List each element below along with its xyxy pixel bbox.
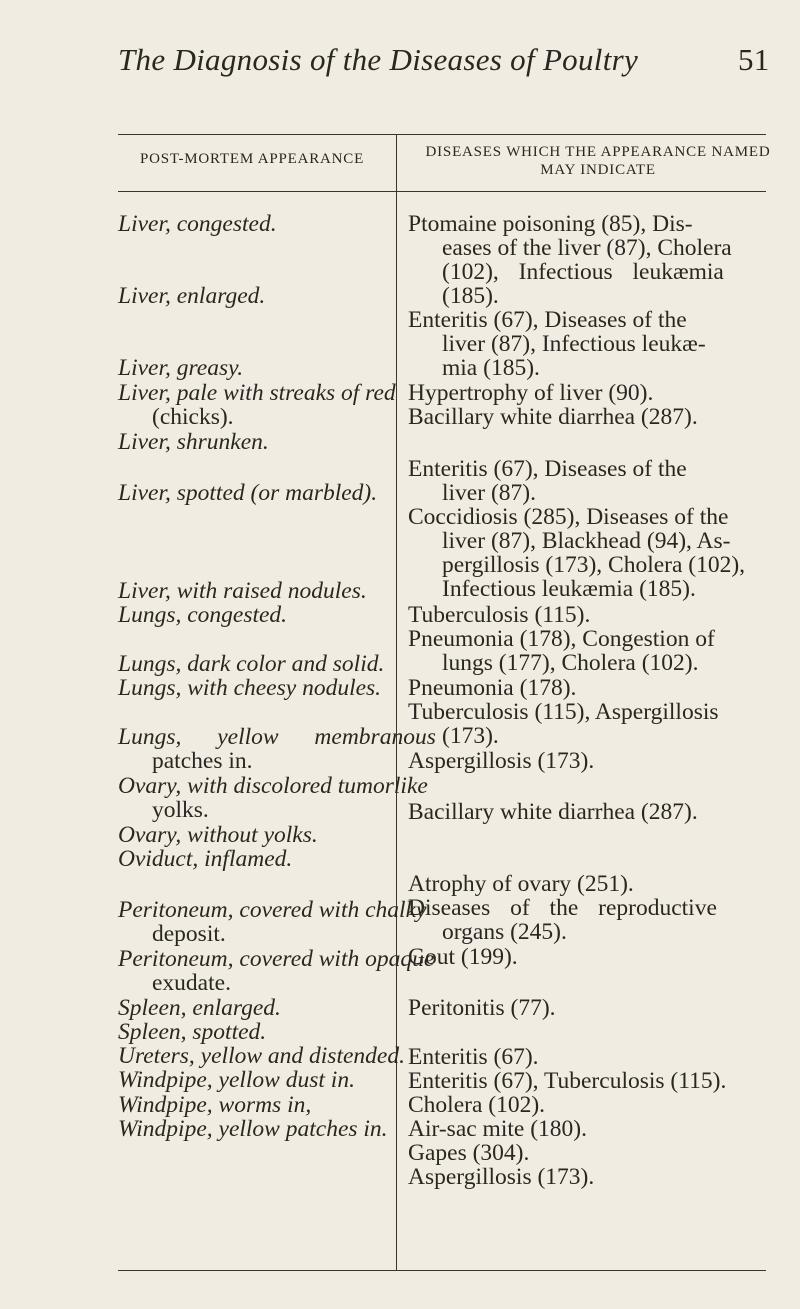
right-entry: Coccidiosis (285), Diseases of the liver (87), Blackhead (94), As- pergillosis (173), Cholera (102), Infectious leukæmia (185).	[408, 504, 746, 602]
right-entry: Gout (199).	[408, 944, 518, 970]
heading-rule-left	[118, 191, 396, 192]
running-title: The Diagnosis of the Diseases of Poultry	[118, 42, 639, 77]
left-column-heading	[110, 150, 394, 168]
right-column-heading	[408, 143, 788, 179]
left-heading-text: POST-MORTEM APPEARANCE	[139, 151, 365, 167]
right-heading-line1: DISEASES WHICH THE APPEARANCE NAMED	[425, 144, 771, 160]
right-entry: Air-sac mite (180).	[408, 1116, 587, 1142]
bottom-rule	[118, 1270, 766, 1271]
right-entry: Atrophy of ovary (251).	[408, 871, 634, 897]
right-entry: Bacillary white diarrhea (287).	[408, 404, 698, 430]
right-entry: Peritonitis (77).	[408, 995, 556, 1021]
right-heading-line2: MAY INDICATE	[540, 162, 656, 178]
left-entry: Ovary, with discolored tumorlike yolks.	[118, 773, 428, 823]
right-entry: Enteritis (67).	[408, 1044, 539, 1070]
left-entry: Spleen, spotted.	[118, 1019, 267, 1045]
right-entry: Diseases of the reproductive organs (245).	[408, 895, 717, 945]
left-entry: Liver, enlarged.	[118, 283, 266, 309]
left-entry: Liver, spotted (or marbled).	[118, 480, 378, 506]
right-entry: Enteritis (67), Diseases of the liver (87), Infectious leukæ- mia (185).	[408, 307, 706, 381]
heading-rule-right	[396, 191, 766, 192]
left-entry: Windpipe, yellow dust in.	[118, 1067, 355, 1093]
left-entry: Ureters, yellow and distended.	[118, 1043, 405, 1069]
right-entry: Enteritis (67), Tuberculosis (115).	[408, 1068, 727, 1094]
right-entry: Pneumonia (178), Congestion of lungs (177), Cholera (102).	[408, 626, 715, 676]
right-entry: Bacillary white diarrhea (287).	[408, 799, 698, 825]
right-entry: Enteritis (67), Diseases of the liver (87).	[408, 456, 687, 506]
page-number: 51	[738, 42, 770, 77]
left-entry: Liver, greasy.	[118, 355, 244, 381]
top-rule-right	[396, 134, 766, 135]
right-entry: Tuberculosis (115).	[408, 602, 591, 628]
right-entry: Aspergillosis (173).	[408, 748, 595, 774]
top-rule-left	[118, 134, 396, 135]
left-entry: Liver, with raised nodules.	[118, 578, 367, 604]
column-divider	[396, 134, 397, 1270]
left-entry: Liver, shrunken.	[118, 429, 269, 455]
left-entry: Windpipe, worms in,	[118, 1092, 312, 1118]
right-entry: Gapes (304).	[408, 1140, 530, 1166]
left-entry: Liver, congested.	[118, 211, 277, 237]
left-entry: Lungs, yellow membranous patches in.	[118, 724, 436, 774]
right-entry: Aspergillosis (173).	[408, 1164, 595, 1190]
left-entry: Lungs, dark color and solid.	[118, 651, 385, 677]
left-entry: Peritoneum, covered with chalky deposit.	[118, 897, 427, 947]
right-entry: Ptomaine poisoning (85), Dis- eases of the liver (87), Cholera (102), Infectious leukæmia (185).	[408, 211, 732, 309]
left-entry: Lungs, congested.	[118, 602, 288, 628]
right-entry: Tuberculosis (115), Aspergillosis (173).	[408, 699, 719, 749]
right-entry: Hypertrophy of liver (90).	[408, 380, 654, 406]
left-entry: Ovary, without yolks.	[118, 822, 318, 848]
left-entry: Peritoneum, covered with opaque exudate.	[118, 946, 435, 996]
left-entry: Liver, pale with streaks of red (chicks).	[118, 380, 396, 430]
right-entry: Cholera (102).	[408, 1092, 546, 1118]
left-entry: Windpipe, yellow patches in.	[118, 1116, 388, 1142]
right-entry: Pneumonia (178).	[408, 675, 577, 701]
left-entry: Spleen, enlarged.	[118, 995, 281, 1021]
left-entry: Lungs, with cheesy nodules.	[118, 675, 382, 701]
left-entry: Oviduct, inflamed.	[118, 846, 293, 872]
